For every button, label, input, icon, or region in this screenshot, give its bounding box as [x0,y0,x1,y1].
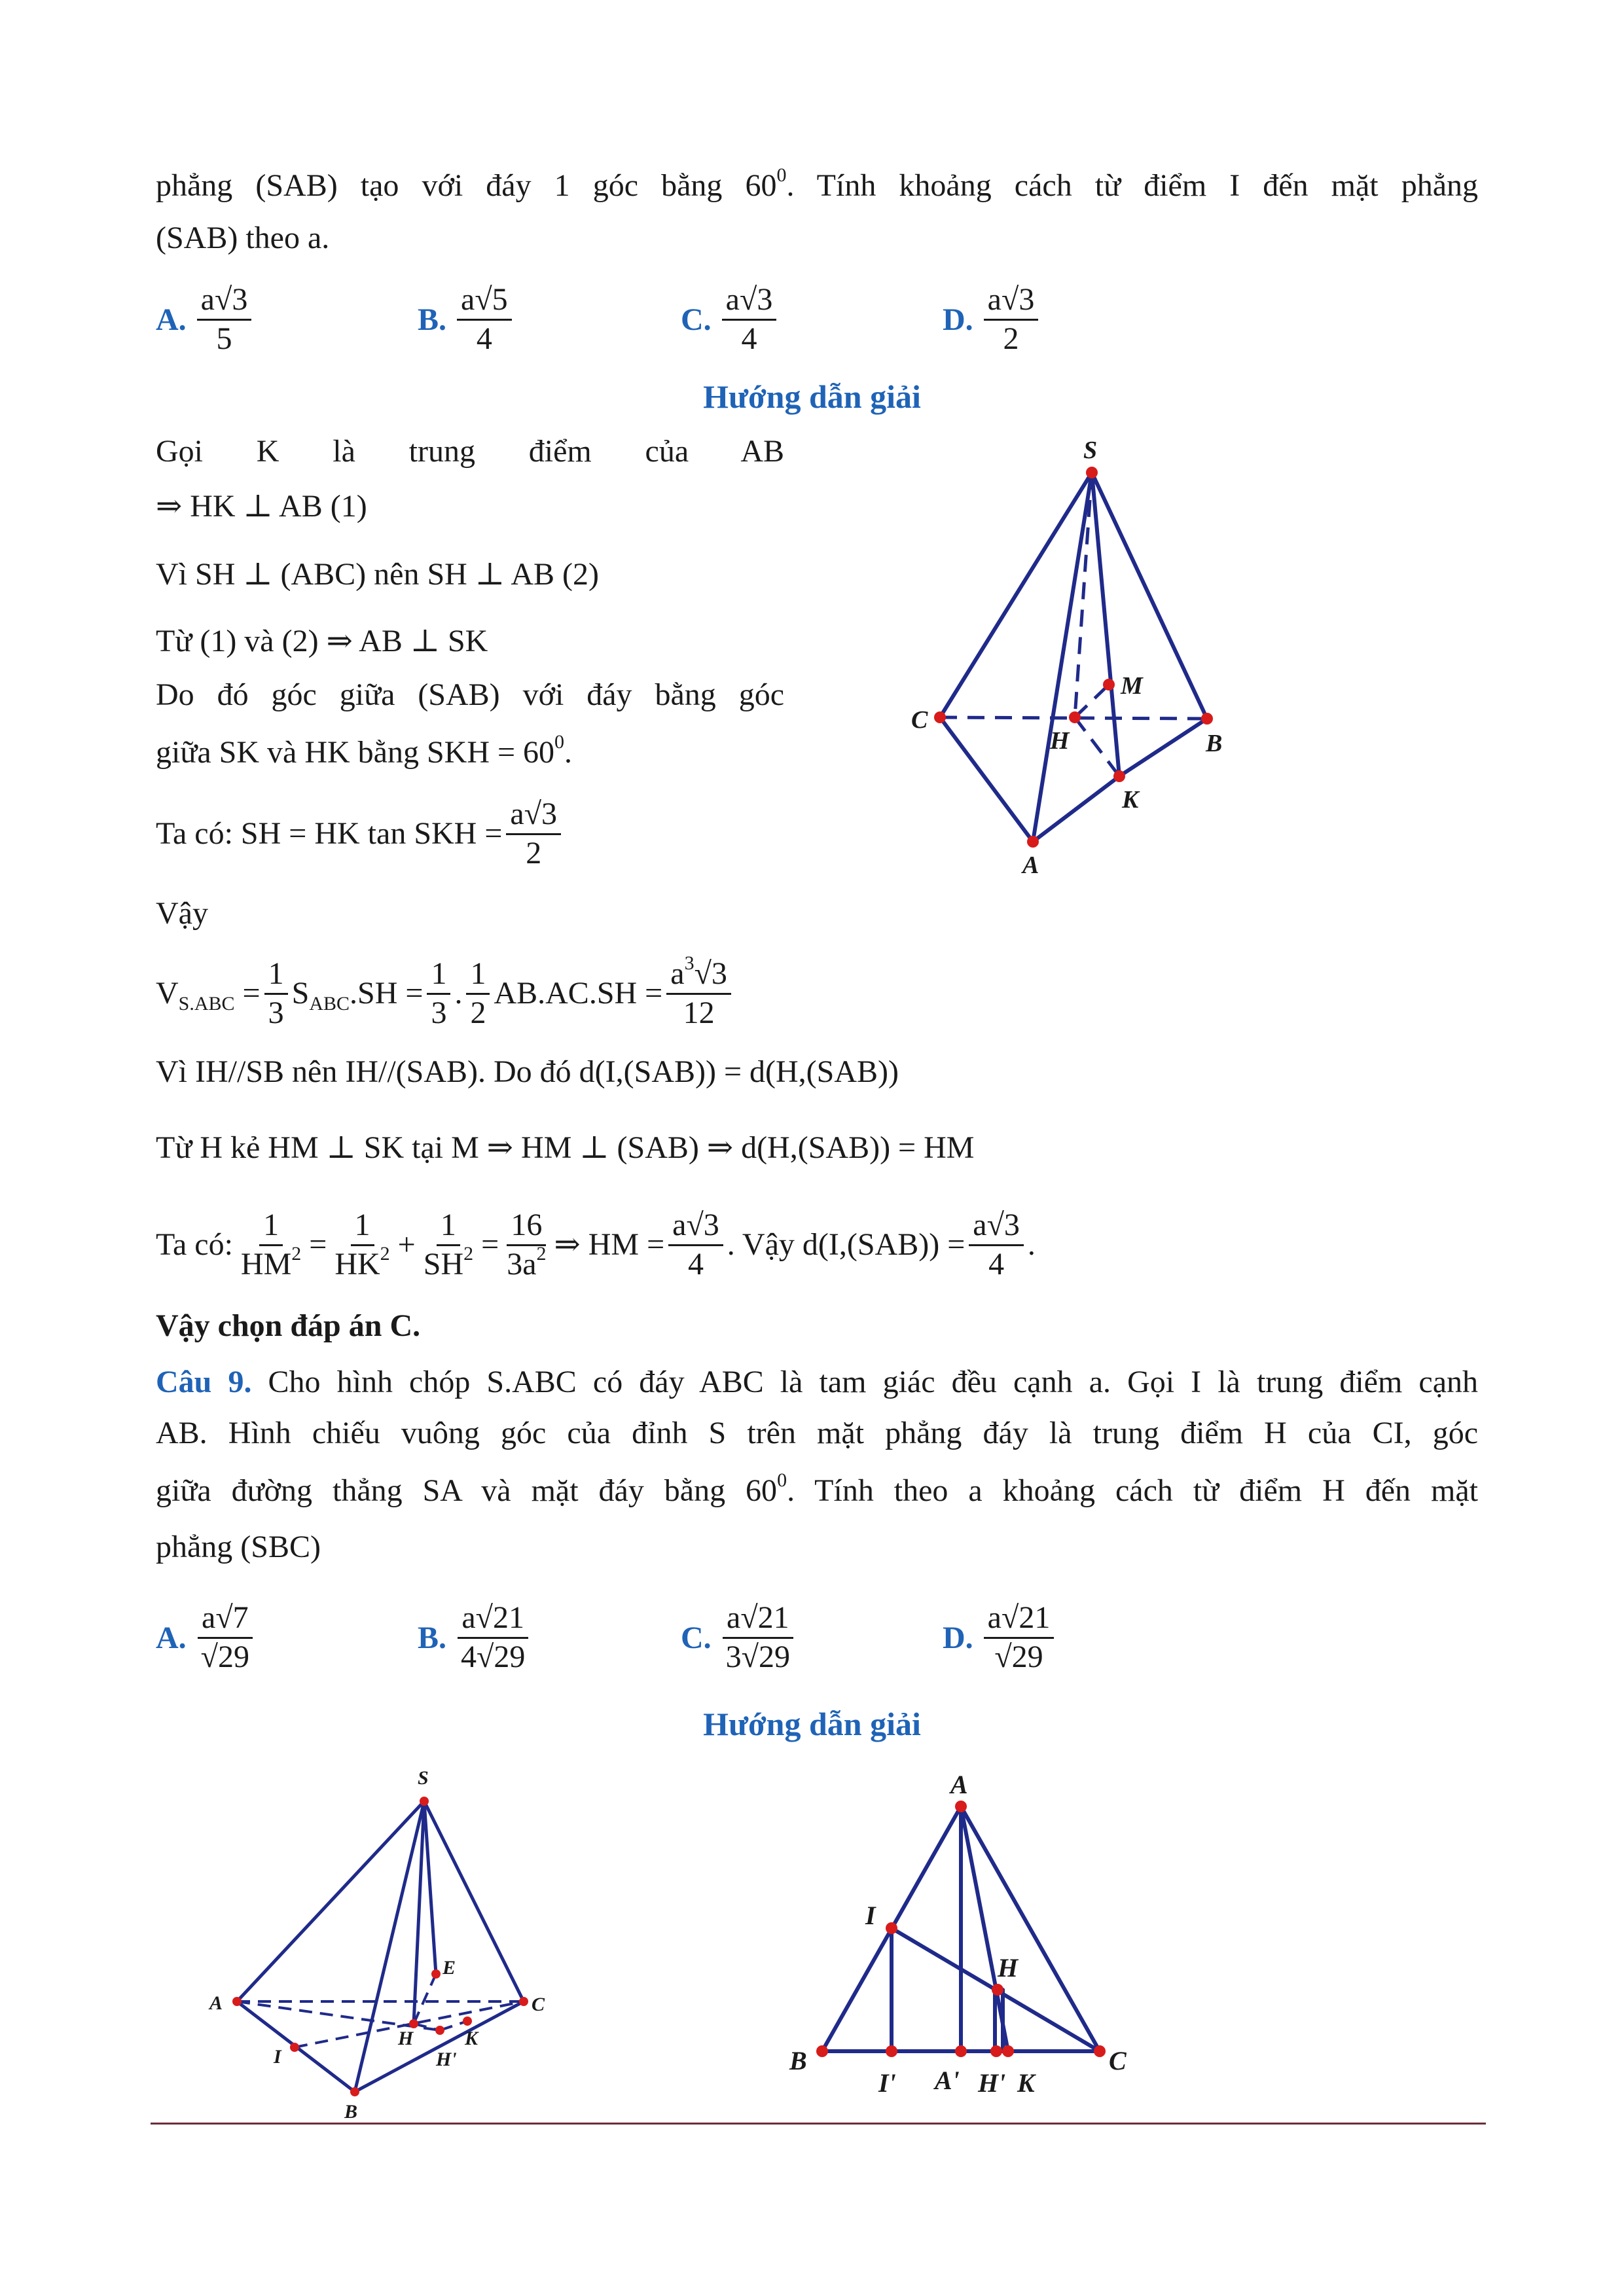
q9-option-b[interactable]: B. $\frac{a√21}{4√29}$ [418,1601,533,1675]
q8-sol-line12: Ta có: $\frac{1}{HM^2}$ = $\frac{1}{HK^2}$ + $\frac{1}{SH^2}$ = $\frac{16}{3a^2}$ ⇒ HM = $\frac{a√3}{4}$ . Vậy d(I,(SAB)) = $\frac{a√3}{4}$ . [156,1208,1036,1282]
label-i: I [274,2046,281,2068]
label-k: K [1122,786,1139,814]
q8-sol-line2: ⇒ HK ⊥ AB (1) [156,489,367,524]
edge-sa [1033,473,1092,842]
q9-option-a[interactable]: A. $\frac{a√7}{√29}$ [156,1601,257,1675]
label-m: M [1121,672,1143,700]
q8-option-d-fraction: $\frac{a√3}{2}$ [984,283,1039,357]
edge-ca [940,717,1033,842]
label-b: B [789,2046,807,2075]
q9-option-c-fraction: $\frac{a√21}{3√29}$ [722,1601,794,1675]
q8-sol-line4: Từ (1) và (2) ⇒ AB ⊥ SK [156,624,488,658]
q9-pyramid-figure [196,1754,589,2121]
q8-sol-line1: Gọi K là trung điểm của AB [156,434,784,469]
edge-sc [940,473,1092,717]
label-b: B [1206,730,1223,757]
q8-option-b[interactable]: B. $\frac{a√5}{4}$ [418,283,516,357]
q8-guide-title: Hướng dẫn giải [703,378,921,415]
q8-pyramid-figure [890,425,1283,884]
edge-sh-hidden [1075,473,1092,717]
label-b: B [344,2101,358,2121]
label-h: H [1050,727,1070,755]
label-h: H [398,2028,414,2049]
q8-text-line1: phẳng (SAB) tạo với đáy 1 góc bằng $60^0$. Tính khoảng cách từ điểm I đến mặt phẳng [156,164,1479,203]
q8-sol-line10: Vì IH//SB nên IH//(SAB). Do đó d(I,(SAB)) = d(H,(SAB)) [156,1054,899,1089]
label-s: S [1083,437,1098,464]
q8-sol-line6: giữa SK và HK bằng SKH = $60^0$. [156,731,573,770]
q9-text-line2: AB. Hình chiếu vuông góc của đỉnh S trên mặt phẳng đáy là trung điểm H của CI, góc [156,1416,1478,1450]
label-h: H [998,1953,1019,1982]
edge-hk-hidden [1075,717,1119,776]
q9-text-line4: phẳng (SBC) [156,1530,321,1564]
edge-hm-hidden [1075,685,1109,717]
label-s: S [418,1767,429,1789]
label-a: A [1022,852,1039,879]
q8-sol-line8: Vậy [156,896,208,931]
edge-ak [1033,776,1119,842]
edge-kb [1119,719,1207,776]
q9-guide-title: Hướng dẫn giải [703,1706,921,1742]
label-e: E [442,1957,456,1979]
label-a: A [950,1770,968,1799]
q8-option-a-fraction: $\frac{a√3}{5}$ [197,283,252,357]
q8-sol-line11: Từ H kẻ HM ⊥ SK tại M ⇒ HM ⊥ (SAB) ⇒ d(H,(SAB)) = HM [156,1130,975,1165]
label-i: I [865,1901,876,1930]
label-i-prime: I' [878,2068,896,2094]
label-a-prime: A' [935,2066,960,2094]
q9-option-c[interactable]: C. $\frac{a√21}{3√29}$ [681,1601,798,1675]
label-h-prime: H' [978,2068,1006,2094]
q8-sol-line7: Ta có: SH = HK tan SKH = $\frac{a√3}{2}$ [156,797,565,871]
q8-option-c-fraction: $\frac{a√3}{4}$ [722,283,777,357]
label-h-prime: H' [436,2049,457,2070]
q8-option-a[interactable]: A. $\frac{a√3}{5}$ [156,283,255,357]
q9-option-d[interactable]: D. $\frac{a√21}{√29}$ [943,1601,1058,1675]
label-a: A [209,1992,223,2014]
label-c: C [1109,2046,1127,2075]
q8-option-c[interactable]: C. $\frac{a√3}{4}$ [681,283,780,357]
q8-sol-line5: Do đó góc giữa (SAB) với đáy bằng góc [156,677,784,712]
q8-sol-line3: Vì SH ⊥ (ABC) nên SH ⊥ AB (2) [156,557,599,592]
q9-text-line1: Câu 9. Cho hình chóp S.ABC có đáy ABC là tam giác đều cạnh a. Gọi I là trung điểm cạnh [156,1365,1479,1399]
label-c: C [911,706,928,734]
q9-text-line3: giữa đường thẳng SA và mặt đáy bằng $60^0$. Tính theo a khoảng cách từ điểm H đến mặt [156,1469,1478,1508]
label-c: C [532,1994,545,2015]
footer-divider [151,2123,1486,2125]
q8-sol-line9-volume: $V_{S.ABC}$ = $\frac{1}{3}$ $S_{ABC}.SH$ = $\frac{1}{3}$ . $\frac{1}{2}$ AB.AC.SH = $\frac{a^3√3}{12}$ [156,957,735,1031]
q9-option-d-fraction: $\frac{a√21}{√29}$ [984,1601,1055,1675]
label-k: K [465,2028,478,2049]
q9-option-a-fraction: $\frac{a√7}{√29}$ [197,1601,253,1675]
q8-answer: Vậy chọn đáp án C. [156,1308,421,1343]
q9-triangle-figure [772,1754,1139,2094]
q8-text-line2: (SAB) theo a. [156,221,330,255]
label-k: K [1017,2068,1035,2094]
q9-option-b-fraction: $\frac{a√21}{4√29}$ [457,1601,529,1675]
q8-option-d[interactable]: D. $\frac{a√3}{2}$ [943,283,1042,357]
q8-option-b-fraction: $\frac{a√5}{4}$ [457,283,512,357]
